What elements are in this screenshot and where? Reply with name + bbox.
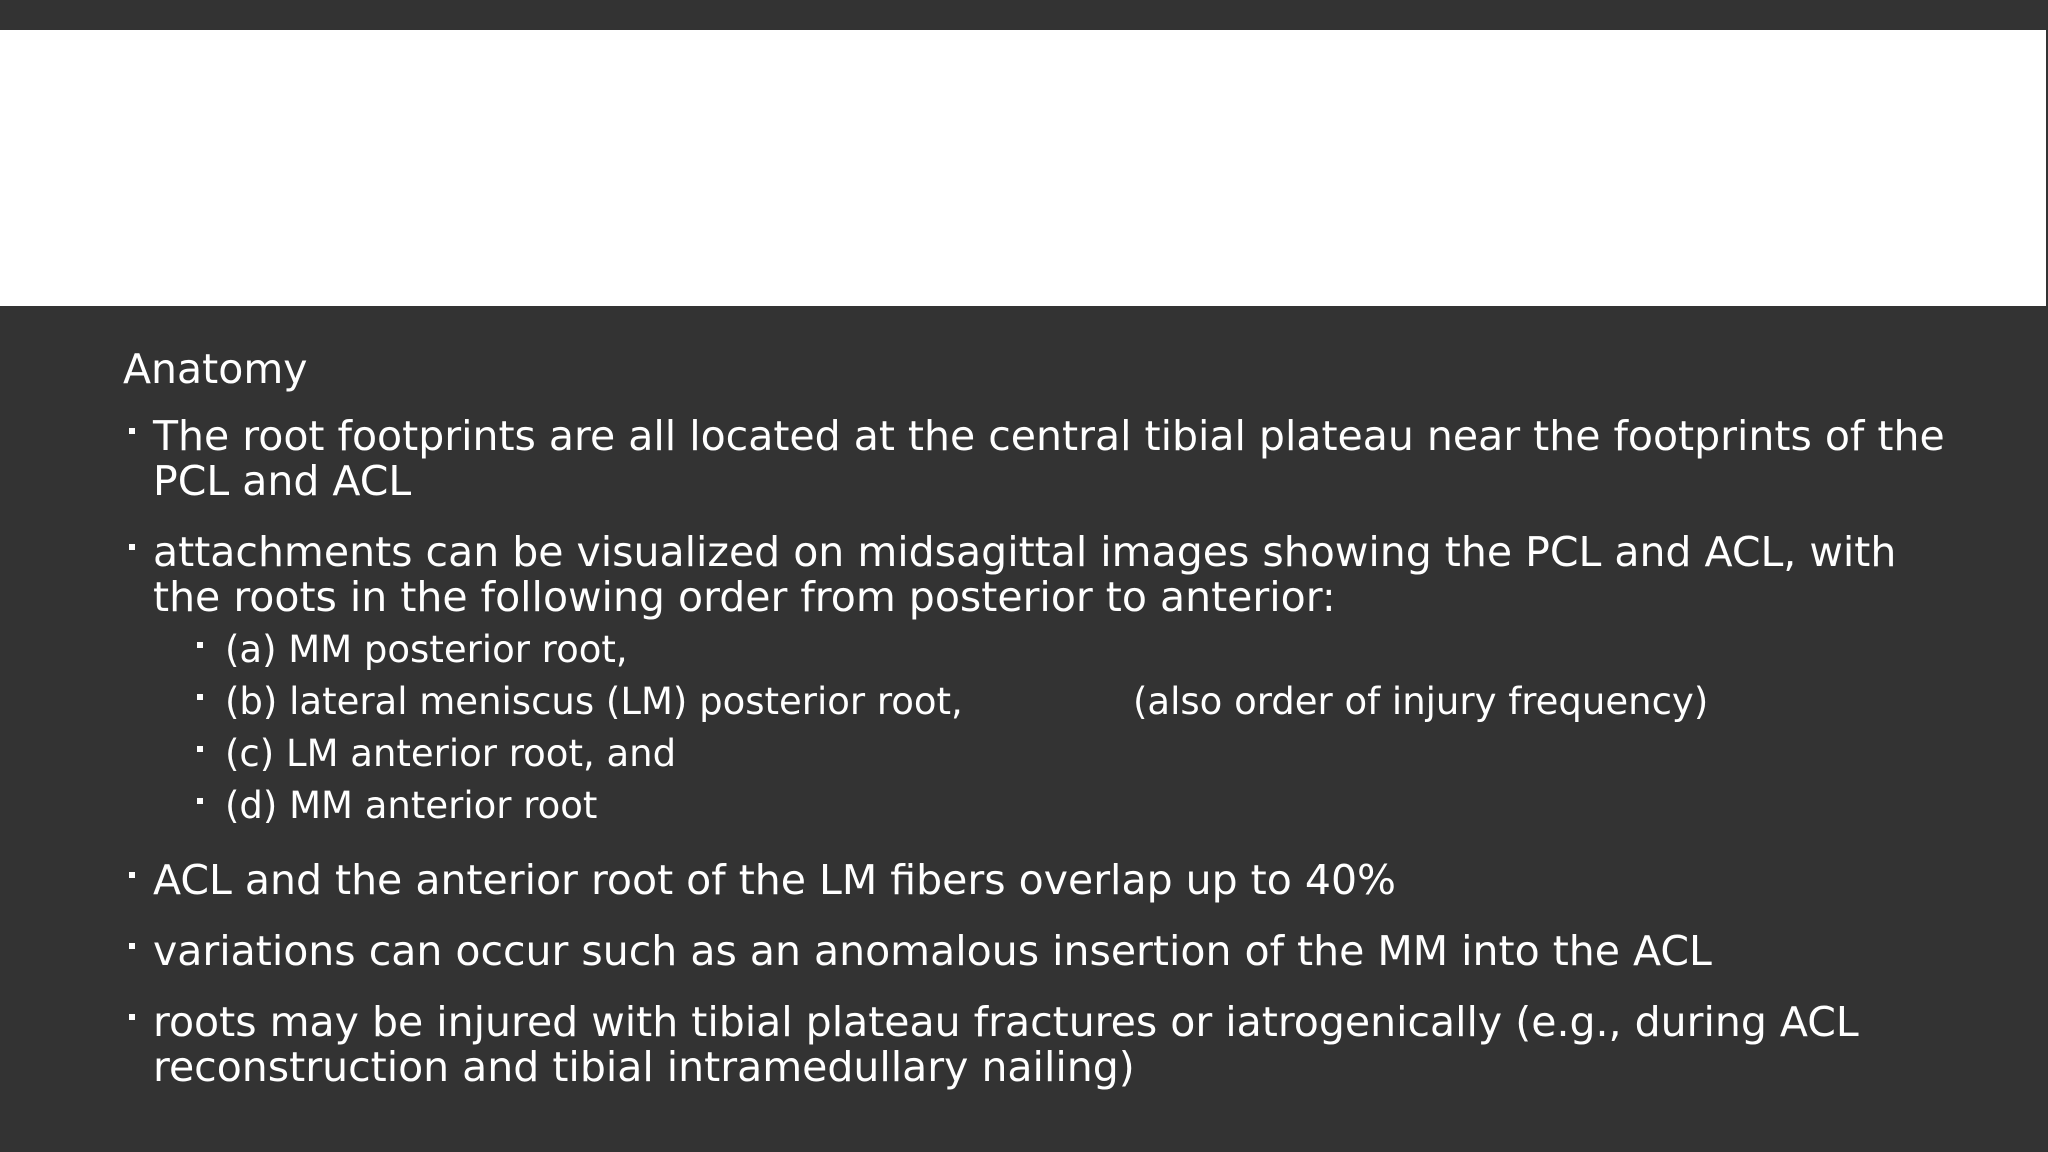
bullet-text: roots may be injured with tibial plateau fractures or iatrogenically (e.g., during ACL reconstruction and tibial intramedullary nailing): [153, 998, 1859, 1091]
sub-list-item: [153, 728, 1963, 780]
bullet-text: variations can occur such as an anomalous insertion of the MM into the ACL: [153, 927, 1712, 975]
bullet-square-icon: [129, 428, 135, 434]
sub-bullet-square-icon: [197, 798, 203, 804]
bullet-item: [123, 858, 1963, 903]
sub-item-text: (c) LM anterior root, and: [225, 732, 677, 775]
sub-bullet-square-icon: [197, 642, 203, 648]
side-note: (also order of injury frequency): [1133, 680, 1709, 723]
bullet-square-icon: [129, 872, 135, 878]
sub-item-text: (a) MM posterior root,: [225, 628, 628, 671]
slide-heading: Anatomy: [123, 345, 308, 393]
sub-list-item: [153, 676, 1963, 728]
bullet-item: [123, 414, 1963, 504]
bullet-square-icon: [129, 943, 135, 949]
sub-item-text: (b) lateral meniscus (LM) posterior root,: [225, 680, 963, 723]
sub-item-text: (d) MM anterior root: [225, 784, 598, 827]
bullet-square-icon: [129, 1014, 135, 1020]
image-placeholder: [0, 30, 2046, 306]
bullet-square-icon: [129, 544, 135, 550]
sub-list-item: [153, 780, 1963, 832]
sub-list: [153, 624, 1963, 832]
sub-bullet-square-icon: [197, 746, 203, 752]
slide-content: [123, 344, 1963, 1116]
bullet-item: [123, 929, 1963, 974]
bullet-item: [123, 530, 1963, 832]
bullet-text: ACL and the anterior root of the LM fibers overlap up to 40%: [153, 856, 1396, 904]
bullet-text: The root footprints are all located at the central tibial plateau near the footprints of the PCL and ACL: [153, 412, 1945, 505]
bullet-item: [123, 1000, 1963, 1090]
sub-list-item: [153, 624, 1963, 676]
bullet-list: [123, 414, 1963, 1090]
sub-bullet-square-icon: [197, 694, 203, 700]
bullet-text: attachments can be visualized on midsagittal images showing the PCL and ACL, with the roots in the following order from posterior to anterior:: [153, 528, 1897, 621]
